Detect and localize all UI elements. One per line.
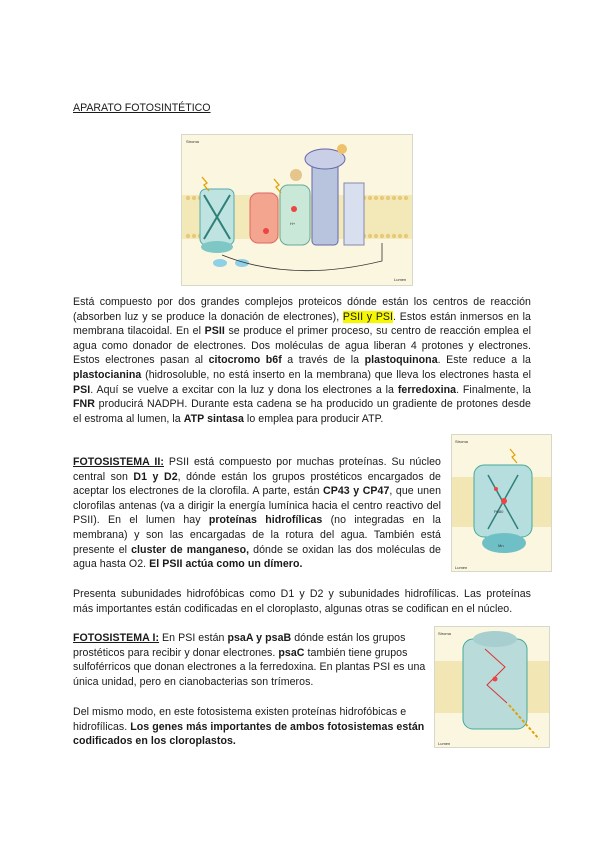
psii-heading: FOTOSISTEMA II: [73,456,164,468]
photosynthetic-apparatus-figure [181,134,413,286]
document-title: APARATO FOTOSINTÉTICO [73,102,211,114]
subunits-paragraph: Presenta subunidades hidrofóbicas como D1 y D2 y subunidades hidrofílicas. Las proteínas más importantes están codificadas en el cloroplasto, algunas otras se codifican en el núcleo. [73,588,531,615]
highlight-psii-psi: PSII y PSI [342,310,394,323]
psii-stroma-label: Stroma [455,439,468,444]
psi-heading: FOTOSISTEMA I: [73,632,160,644]
psi-diagram [435,627,550,748]
lumen-label: Lumen [394,277,407,282]
proton-badge: H+ [290,221,296,226]
psi-lumen-label: Lumen [438,741,451,746]
membrane-diagram [182,135,413,286]
photosystem-ii-figure [451,434,552,572]
psi-paragraph: FOTOSISTEMA I: En PSI están psaA y psaB dónde están los grupos prostéticos para recibir y donar electrones. psaC también tiene grupos sulfoférricos que donan electrones a la ferredoxina. En plantas PSI es una única unidad, pero en cianobacterias son trímeros. [73,632,426,688]
psi-stroma-label: Stroma [438,631,451,636]
genes-paragraph: Del mismo modo, en este fotosistema existen proteínas hidrofóbicas e hidrofílicas. Los genes más importantes de ambos fotosistemas están codificados en los cloroplastos. [73,706,425,748]
psii-paragraph: FOTOSISTEMA II: PSII está compuesto por muchas proteínas. Su núcleo central son D1 y D2, dónde están los grupos prostéticos encargados de aceptar los electrones de la clorofila. A parte, están CP43 y CP47, que unen clorofilas antenas (va a dirigir la energía lumínica hacia el centro reactivo del PSII). En el lumen hay proteínas hidrofílicas (no integradas en la membrana) y son las encargadas de la rotura del agua. También está presente el cluster de manganeso, dónde se oxidan las dos moléculas de agua hasta O2. El PSII actúa como un dímero. [73,456,442,571]
intro-paragraph: Está compuesto por dos grandes complejos proteicos dónde están los centros de reacción (absorben luz y se produce la donación de electrones), PSII y PSI. Estos están inmersos en la membrana tilacoidal. En el PSII se produce el primer proceso, su centro de reacción emplea el agua como donador de electrones. Dos moléculas de agua liberan 4 protones y electrones. Estos electrones pasan al citocromo b6f a través de la plastoquinona. Este reduce a la plastocianina (hidrosoluble, no está inserto en la membrana) que lleva los electrones hasta el PSI. Aquí se vuelve a excitar con la luz y dona los electrones a la ferredoxina. Finalmente, la FNR producirá NADPH. Durante esta cadena se ha producido un gradiente de protones desde el estroma al lumen, la ATP sintasa lo emplea para producir ATP. [73,296,531,425]
stroma-label: Stroma [186,139,199,144]
p680-label: P680 [494,509,504,514]
psii-lumen-label: Lumen [455,565,468,570]
psii-diagram [452,435,552,572]
mn-label: Mn [498,543,504,548]
photosystem-i-figure [434,626,550,748]
